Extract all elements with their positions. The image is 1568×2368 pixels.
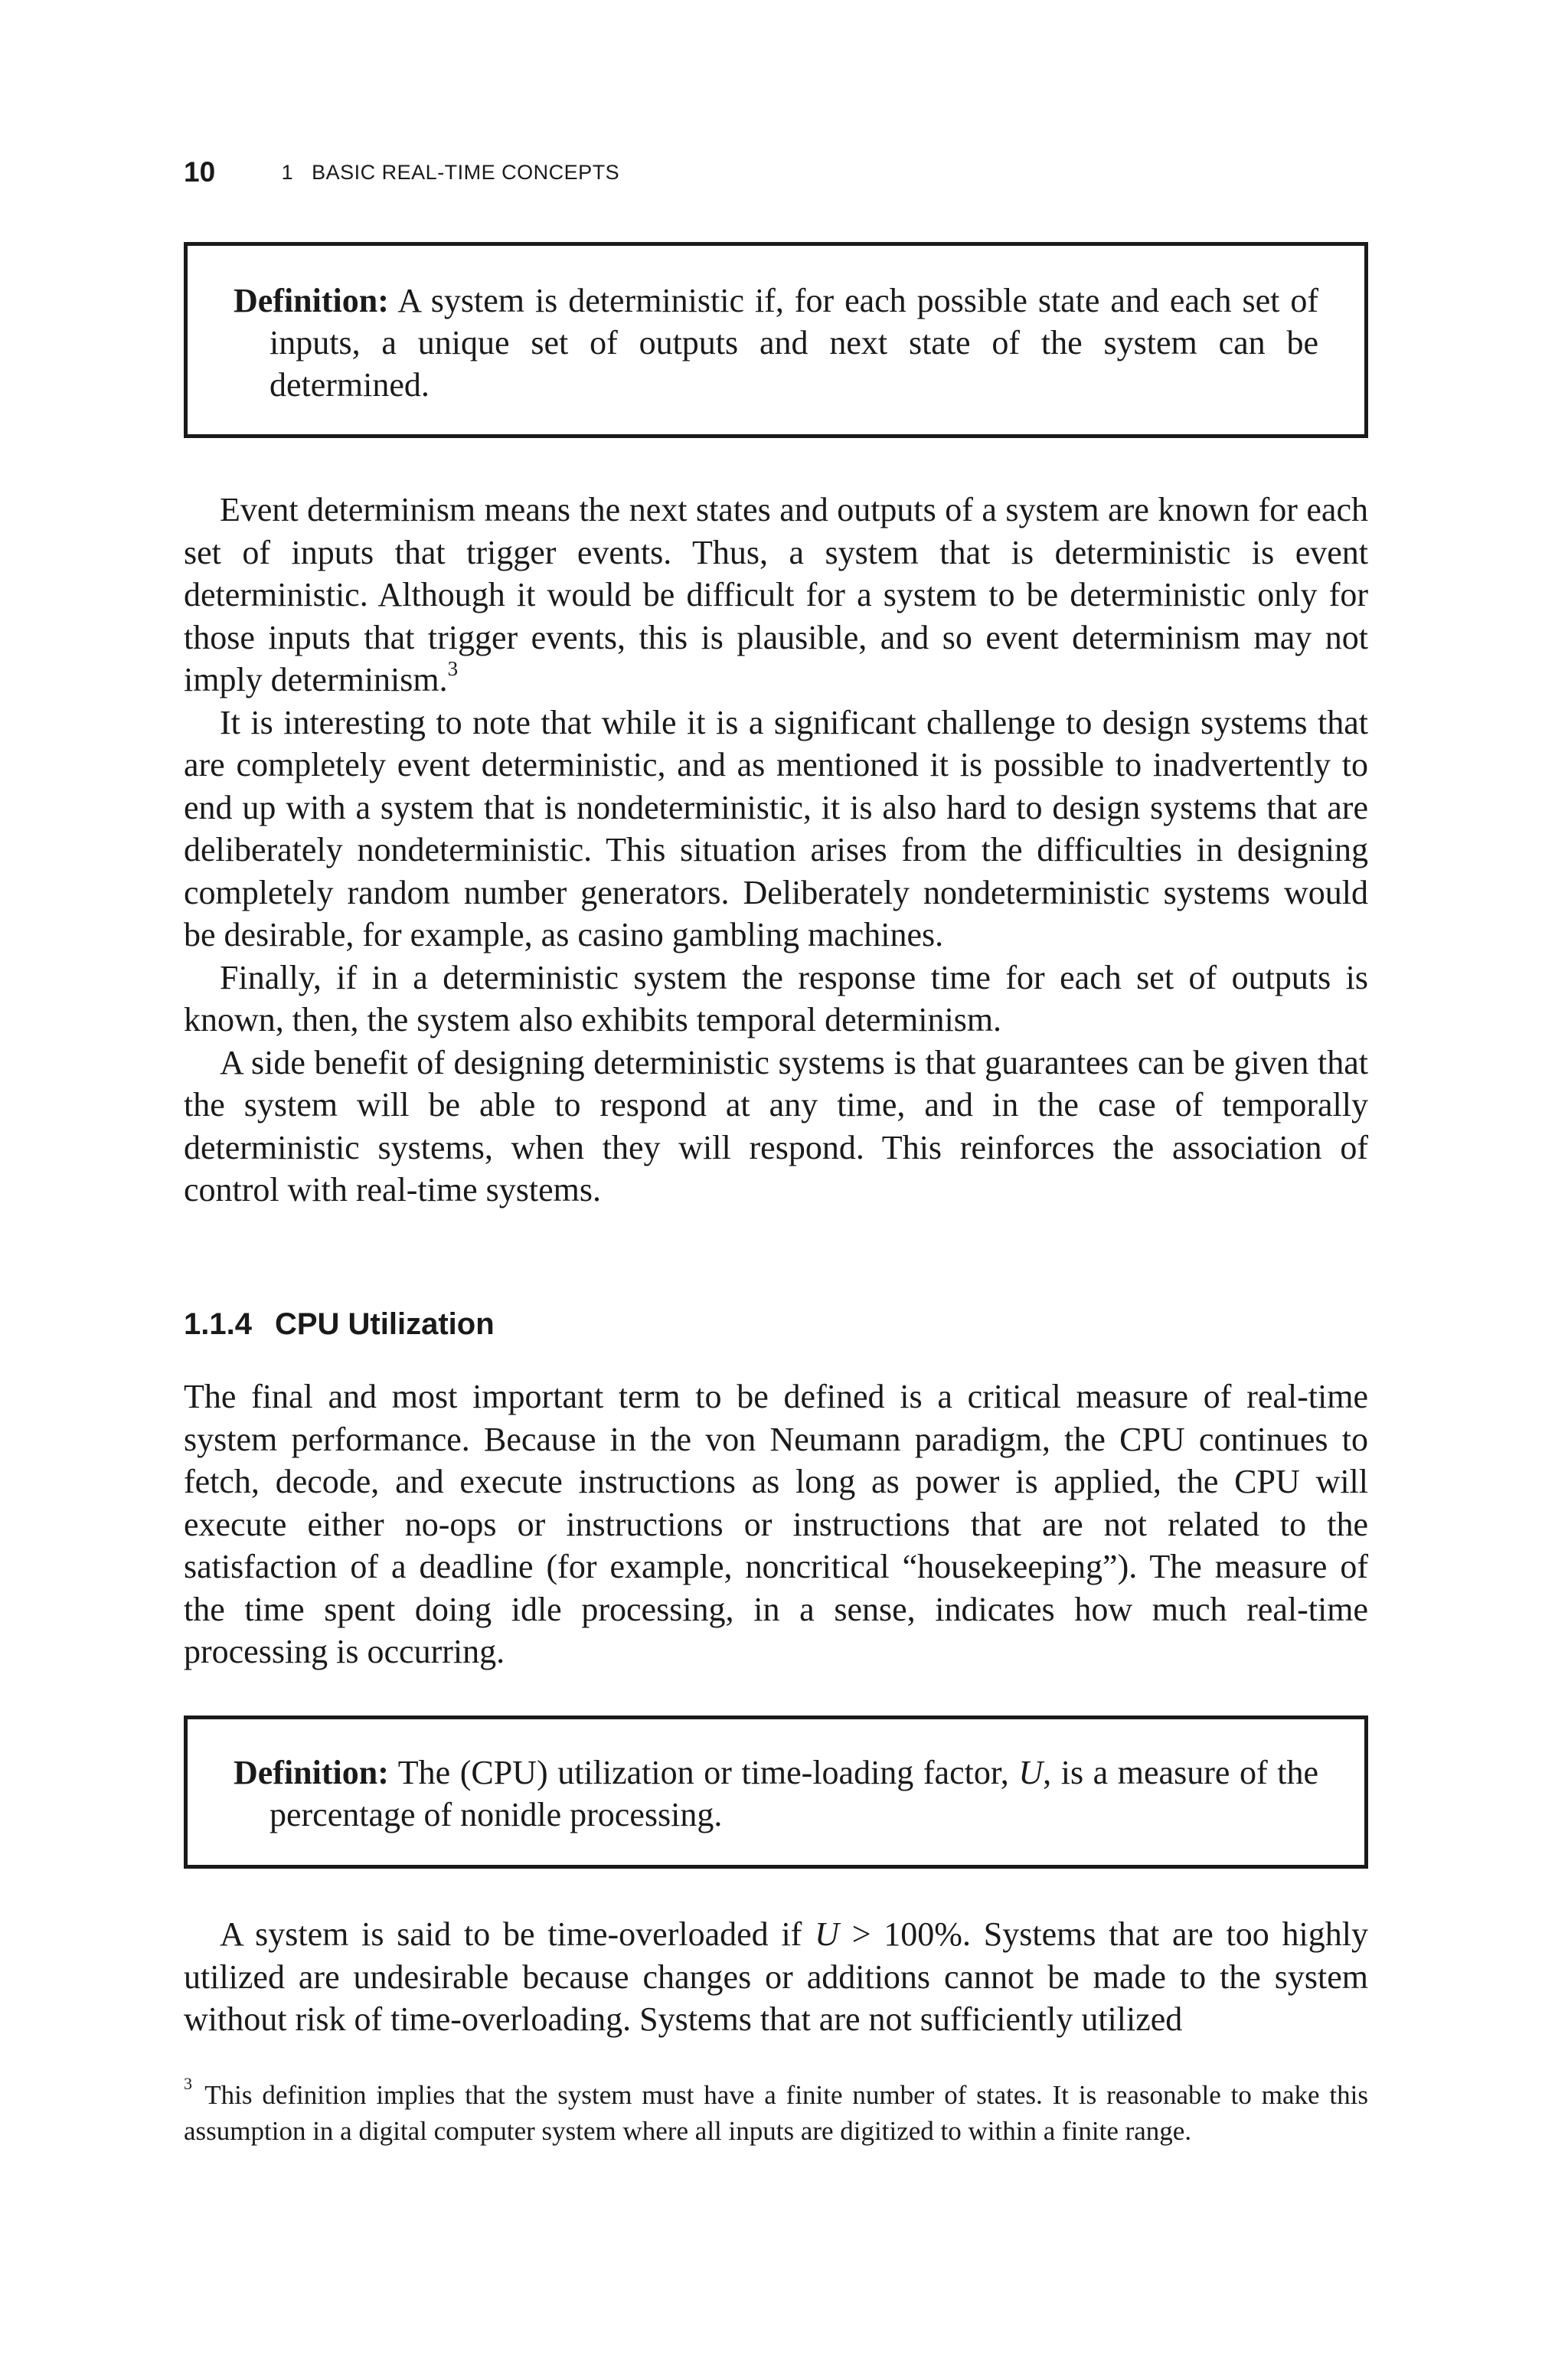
definition-box-deterministic: [184, 242, 1368, 438]
paragraph-temporal-determinism: Finally, if in a deterministic system the response time for each set of outputs is known, then, the system also exhibits temporal determinism.: [184, 958, 1368, 1038]
math-symbol: U: [1018, 1754, 1044, 1791]
definition-body-end: , is a measure of the percentage of nonidle processing.: [270, 1754, 1319, 1833]
definition-box-utilization: [184, 1715, 1368, 1869]
body-section-overload: [184, 1913, 1368, 2041]
definition-term: Definition:: [234, 1754, 389, 1791]
math-symbol: U: [815, 1915, 839, 1953]
footnote-reference: 3: [447, 657, 459, 681]
definition-body: A system is deterministic if, for each possible state and each set of inputs, a unique set of outputs and next state of the system can be determined.: [270, 282, 1318, 404]
page-number: 10: [184, 156, 216, 188]
body-section-cpu-utilization: [184, 1375, 1368, 1673]
running-header: [184, 156, 619, 188]
footnote-text: [184, 2074, 1368, 2149]
definition-text: [234, 280, 1318, 406]
section-number: 1.1.4: [184, 1307, 252, 1341]
math-inequality: > 100%: [838, 1915, 962, 1953]
paragraph-text: Event determinism means the next states and outputs of a system are known for each set of inputs that trigger events. Thus, a system that is deterministic is event deterministic. Although it would be difficult for a system to be deterministic only for those inputs that trigger events, this is plausible, and so event determinism may not imply determinism.: [184, 491, 1368, 698]
paragraph-nondeterministic-design: It is interesting to note that while it is a significant challenge to design systems that are completely event deterministic, and as mentioned it is possible to inadvertently to end up with a system that is nondeterministic, it is also hard to design systems that are deliberately nondeterministic. This situation arises from the difficulties in designing completely random number generators. Deliberately nondeterministic systems would be desirable, for example, as casino gambling machines.: [184, 703, 1368, 953]
paragraph-cpu-intro: The final and most important term to be defined is a critical measure of real-time system performance. Because in the von Neumann paradigm, the CPU continues to fetch, decode, and execute instructions as long as power is applied, the CPU will execute either no-ops or instructions or instructions that are not related to the satisfaction of a deadline (for example, noncritical “housekeeping”). The measure of the time spent doing idle processing, in a sense, indicates how much real-time processing is occurring.: [184, 1378, 1368, 1670]
definition-term: Definition:: [234, 282, 389, 319]
footnote-body: This definition implies that the system must have a finite number of states. It is reasonable to make this assumption in a digital computer system where all inputs are digitized to within a finite range.: [184, 2080, 1368, 2146]
footnote-marker: 3: [184, 2074, 192, 2094]
paragraph-event-determinism: [184, 489, 1368, 702]
footnote: [184, 2074, 1368, 2149]
chapter-title: 1 BASIC REAL-TIME CONCEPTS: [281, 161, 620, 184]
paragraph-text-end: . Systems that are too highly utilized are undesirable because changes or additions cannot be made to the system without risk of time-overloading. Systems that are not sufficiently utilized: [184, 1915, 1369, 2038]
section-heading: [184, 1307, 495, 1342]
definition-text: [234, 1751, 1318, 1836]
paragraph-side-benefit: A side benefit of designing deterministic systems is that guarantees can be given that the system will be able to respond at any time, and in the case of temporally deterministic systems, when they will respond. This reinforces the association of control with real-time systems.: [184, 1043, 1368, 1209]
definition-body: The (CPU) utilization or time-loading factor,: [388, 1754, 1019, 1791]
paragraph-time-overloaded: [184, 1913, 1368, 2041]
paragraph-text: A system is said to be time-overloaded if: [220, 1915, 815, 1953]
body-section-determinism: [184, 489, 1368, 1212]
section-title: CPU Utilization: [274, 1307, 495, 1341]
